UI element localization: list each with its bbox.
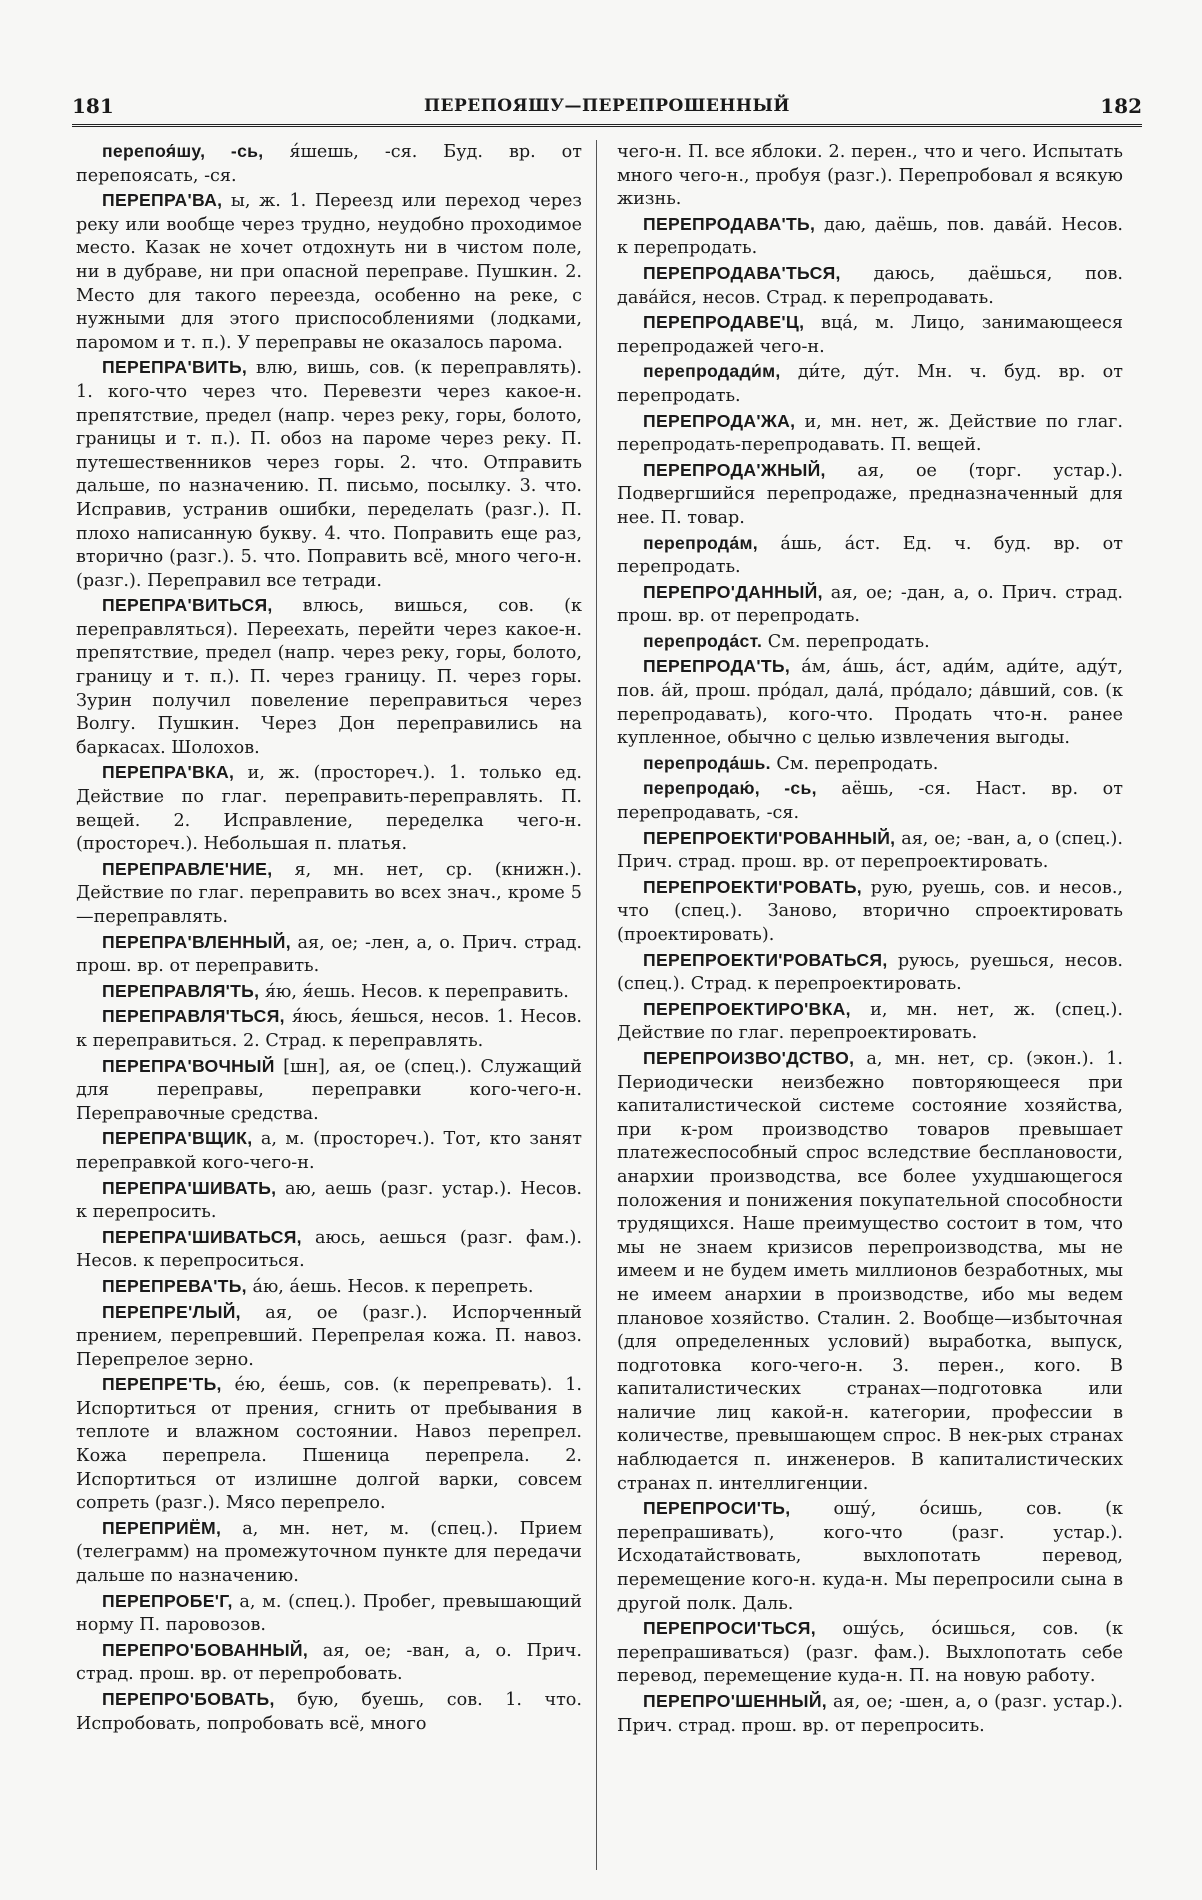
dictionary-entry (76, 858, 582, 930)
headword: ПЕРЕПРА'ШИВАТЬСЯ, (102, 1226, 302, 1247)
definition: даюсь, даёшься, пов. дава́йся, несов. Страд. к перепродавать. (617, 263, 1123, 308)
dictionary-entry (76, 594, 582, 760)
dictionary-entry (76, 980, 582, 1005)
dictionary-entry (617, 777, 1123, 825)
definition: а́ю, а́ешь. Несов. к перепреть. (252, 1276, 534, 1297)
dictionary-entry (617, 360, 1123, 408)
headword: ПЕРЕПРО'БОВАТЬ, (102, 1689, 275, 1709)
headword: ПЕРЕПРО'БОВАННЫЙ, (102, 1639, 309, 1660)
dictionary-entry (617, 140, 1123, 212)
definition: а́м, а́шь, а́ст, ади́м, ади́те, аду́т, пов. а́й, прош. про́дал, дала́, про́дало; да́вший, сов. (к перепродавать), кого-что. Продать что-н. ранее купленное, обычно с целью извлечения выгоды. (617, 657, 1124, 749)
definition: а, м. (простореч.). Тот, кто занят переправкой кого-чего-н. (76, 1129, 583, 1173)
definition: См. перепродать. (767, 631, 930, 652)
definition: аю, аешь (разг. устар.). Несов. к перепросить. (76, 1178, 582, 1223)
definition: а, м. (спец.). Пробег, превышающий норму П. паровозов. (76, 1591, 583, 1636)
headword: перепрода́ст. (643, 630, 763, 651)
dictionary-entry (76, 1517, 582, 1589)
headword: ПЕРЕПРЕ'ЛЫЙ, (102, 1301, 241, 1322)
definition: я, мн. нет, ср. (книжн.). Действие по глаг. переправить во всех знач., кроме 5—переправлять. (76, 859, 582, 927)
dictionary-entry (76, 1373, 582, 1516)
running-title: ПЕРЕПОЯШУ—ПЕРЕПРОШЕННЫЙ (424, 96, 790, 116)
definition: ди́те, ду́т. Мн. ч. буд. вр. от перепродать. (617, 362, 1123, 406)
dictionary-entry (76, 1005, 582, 1053)
dictionary-entry (76, 931, 582, 979)
headword: ПЕРЕПРОЕКТИ'РОВАННЫЙ, (643, 827, 896, 848)
headword: перепрода́шь. (643, 752, 771, 773)
column-divider (596, 140, 597, 1870)
dictionary-entry (76, 1055, 582, 1127)
headword: ПЕРЕПРОСИ'ТЬ, (643, 1498, 791, 1519)
headword: ПЕРЕПРА'ВИТЬ, (102, 357, 248, 378)
definition: ая, ое; -ван, а, о (спец.). Прич. страд. прош. вр. от перепроектировать. (617, 828, 1123, 873)
headword: ПЕРЕПРОЕКТИРО'ВКА, (643, 998, 851, 1019)
right-column (617, 140, 1123, 1739)
definition: влюсь, вишься, сов. (к переправляться). Переехать, перейти через какое-н. препятствие, предел (напр. через реку, горы, болото, границу и т. п.). П. через границу. П. через горы. Зурин получил повеление переправиться через Волгу. Пушкин. Через Дон переправились на баркасах. Шолохов. (76, 596, 582, 758)
header-rule (72, 124, 1142, 127)
dictionary-entry (617, 752, 1123, 777)
dictionary-entry (76, 1688, 582, 1736)
definition: а, мн. нет, ср. (экон.). 1. Периодически неизбежно повторяющееся при капиталистической системе состояние хозяйства, при к-ром производство товаров превышает платежеспособный спрос вследствие бесплановости, анархии производства, все более ухудшающегося положения и понижения покупательной способности трудящихся. Наше преимущество состоит в том, что мы не знаем кризисов перепроизводства, мы не имеем и не будем иметь миллионов безработных, мы не имеем анархии в производстве, ибо мы ведем плановое хозяйство. Сталин. 2. Вообще—избыточная (для определенных условий) выработка, выпуск, подготовка кого-чего-н. 3. перен., кого. В капиталистических странах—подготовка или наличие лиц какой-н. категории, профессии в количестве, превышающем спрос. В нек-рых странах наблюдается п. инженеров. В капиталистических странах п. интеллигенции. (617, 1048, 1124, 1494)
definition: ошу́, о́сишь, сов. (к перепрашивать), кого-что (разг. устар.). Исходатайствовать, выхлопотать перевод, перемещение кого-н. куда-н. Мы перепросили сына в другой полк. Даль. (617, 1499, 1123, 1614)
definition: аюсь, аешься (разг. фам.). Несов. к перепроситься. (76, 1227, 582, 1272)
definition: даю, даёшь, пов. дава́й. Несов. к перепродать. (617, 214, 1123, 259)
dictionary-entry (617, 459, 1123, 531)
dictionary-entry (76, 1275, 582, 1300)
definition: [шн], ая, ое (спец.). Служащий для переправы, переправки кого-чего-н. Переправочные средства. (76, 1056, 583, 1124)
headword: ПЕРЕПРОДА'ТЬ, (643, 656, 791, 677)
headword: ПЕРЕПРОЕКТИ'РОВАТЬСЯ, (643, 949, 888, 970)
dictionary-entry (617, 1690, 1123, 1738)
dictionary-entry (617, 655, 1123, 750)
left-column (76, 140, 582, 1737)
dictionary-entry (617, 532, 1123, 580)
definition: влю, вишь, сов. (к переправлять). 1. кого-что через что. Перевезти через какое-н. препятствие, предел (напр. через реку, горы, болото, границы и т. п.). П. обоз на пароме через реку. П. путешественников через горы. 2. что. Отправить дальше, по назначению. П. письмо, посылку. 3. что. Исправив, устранив ошибки, переделать (разг.). П. плохо написанную букву. 4. что. Поправить еще раз, вторично (разг.). 5. что. Поправить всё, много чего-н. (разг.). Переправил все тетради. (76, 358, 582, 591)
headword: ПЕРЕПРО'ДАННЫЙ, (643, 581, 823, 602)
dictionary-entry (617, 581, 1123, 629)
definition: и, ж. (простореч.). 1. только ед. Действие по глаг. переправить-переправлять. П. вещей. 2. Исправление, переделка чего-н. (простореч.). Небольшая п. платья. (76, 763, 582, 855)
definition: я́юсь, я́ешься, несов. 1. Несов. к переправиться. 2. Страд. к переправлять. (76, 1007, 583, 1051)
definition: ая, ое; -лен, а, о. Прич. страд. прош. вр. от переправить. (76, 932, 583, 977)
dictionary-entry (76, 1127, 582, 1175)
definition: чего-н. П. все яблоки. 2. перен., что и чего. Испытать много чего-н., пробуя (разг.). Перепробовал я всякую жизнь. (617, 142, 1123, 210)
definition: и, мн. нет, ж. Действие по глаг. перепродать-перепродавать. П. вещей. (617, 411, 1123, 456)
headword: перепродади́м, (643, 361, 781, 382)
headword: ПЕРЕПРОИЗВО'ДСТВО, (643, 1047, 855, 1068)
headword: перепоя́шу, -сь, (102, 141, 264, 161)
headword: перепродаю́, -сь, (643, 778, 817, 799)
headword: ПЕРЕПРА'ВЩИК, (102, 1128, 253, 1149)
dictionary-entry (617, 949, 1123, 997)
page-number-left: 181 (72, 94, 114, 118)
dictionary-entry (76, 1639, 582, 1687)
dictionary-entry (617, 1497, 1123, 1616)
definition: руюсь, руешься, несов. (спец.). Страд. к перепроектировать. (617, 950, 1123, 995)
headword: ПЕРЕПРОБЕ'Г, (102, 1590, 233, 1611)
headword: ПЕРЕПРОСИ'ТЬСЯ, (643, 1618, 816, 1639)
definition: ы, ж. 1. Переезд или переход через реку или вообще через трудно, неудобно проходимое место. Казак не хочет отдохнуть ни в чистом поле, ни в дубраве, ни при опасной переправе. Пушкин. 2. Место для такого переезда, особенно на реке, с нужными для этого приспособлениями (лодками, паромом и т. п.). У переправы не оказалось парома. (76, 191, 583, 353)
definition: е́ю, е́ешь, сов. (к перепревать). 1. Испортиться от прения, сгнить от пребывания в теплоте и влажном состоянии. Навоз перепрел. Кожа перепрела. Пшеница перепрела. 2. Испортиться от излишне долгой варки, совсем сопреть (разг.). Мясо перепрело. (76, 1375, 583, 1514)
dictionary-entry (76, 1226, 582, 1274)
headword: ПЕРЕПРОДАВА'ТЬ, (643, 213, 816, 234)
definition: ая, ое; -ван, а, о. Прич. страд. прош. вр. от перепробовать. (76, 1640, 582, 1685)
headword: ПЕРЕПРО'ШЕННЫЙ, (643, 1691, 827, 1711)
headword: ПЕРЕПРА'ВОЧНЫЙ (102, 1055, 275, 1076)
definition: аёшь, -ся. Наст. вр. от перепродавать, -ся. (617, 779, 1123, 824)
definition: а́шь, а́ст. Ед. ч. буд. вр. от перепродать. (617, 533, 1123, 578)
headword: ПЕРЕПРА'ВА, (102, 190, 223, 211)
definition: ошу́сь, о́сишься, сов. (к перепрашиваться) (разг. фам.). Выхлопотать себе перевод, перемещение куда-н. П. на новую работу. (617, 1619, 1124, 1687)
definition: рую, руешь, сов. и несов., что (спец.). Заново, вторично спроектировать (проектировать). (617, 877, 1123, 945)
headword: ПЕРЕПРА'ВЛЕННЫЙ, (102, 931, 291, 952)
headword: ПЕРЕПРАВЛЯ'ТЬ, (102, 980, 260, 1001)
definition: См. перепродать. (776, 753, 939, 774)
dictionary-entry (76, 140, 582, 188)
headword: перепрода́м, (643, 532, 758, 553)
dictionary-entry (617, 630, 1123, 655)
headword: ПЕРЕПРА'ВКА, (102, 762, 235, 783)
headword: ПЕРЕПРОДАВА'ТЬСЯ, (643, 262, 841, 283)
definition: а, мн. нет, м. (спец.). Прием (телеграмм) на промежуточном пункте для передачи дальше по назначению. (76, 1518, 583, 1587)
headword: ПЕРЕПРЕВА'ТЬ, (102, 1275, 247, 1296)
dictionary-entry (617, 410, 1123, 458)
definition: ая, ое; -дан, а, о. Прич. страд. прош. вр. от перепродать. (617, 582, 1124, 627)
headword: ПЕРЕПРОДА'ЖА, (643, 410, 796, 431)
headword: ПЕРЕПРОЕКТИ'РОВАТЬ, (643, 876, 862, 897)
page-number-right: 182 (1100, 94, 1142, 118)
definition: я́ю, я́ешь. Несов. к переправить. (264, 981, 569, 1002)
definition: ая, ое (разг.). Испорченный прением, перепревший. Перепрелая кожа. П. навоз. Перепрелое зерно. (76, 1302, 582, 1370)
definition: я́шешь, -ся. Буд. вр. от перепоясать, -ся. (76, 142, 582, 186)
definition: бую, буешь, сов. 1. что. Испробовать, попробовать всё, много (76, 1690, 582, 1734)
definition: и, мн. нет, ж. (спец.). Действие по глаг. перепроектировать. (617, 999, 1124, 1044)
headword: ПЕРЕПРАВЛЕ'НИЕ, (102, 858, 273, 879)
headword: ПЕРЕПРЕ'ТЬ, (102, 1374, 222, 1395)
dictionary-entry (617, 262, 1123, 310)
headword: ПЕРЕПРА'ВИТЬСЯ, (102, 595, 273, 616)
dictionary-entry (76, 1301, 582, 1373)
headword: ПЕРЕПРАВЛЯ'ТЬСЯ, (102, 1006, 285, 1027)
dictionary-entry (617, 876, 1123, 948)
dictionary-entry (76, 356, 582, 593)
page-header (72, 88, 1142, 124)
dictionary-entry (617, 311, 1123, 359)
headword: ПЕРЕПРОДАВЕ'Ц, (643, 312, 805, 333)
dictionary-entry (617, 213, 1123, 261)
dictionary-entry (76, 189, 582, 355)
dictionary-entry (617, 1617, 1123, 1689)
dictionary-entry (617, 827, 1123, 875)
dictionary-entry (617, 998, 1123, 1046)
definition: ая, ое; -шен, а, о (разг. устар.). Прич. страд. прош. вр. от перепросить. (617, 1692, 1124, 1736)
definition: вца́, м. Лицо, занимающееся перепродажей чего-н. (617, 313, 1123, 357)
headword: ПЕРЕПРОДА'ЖНЫЙ, (643, 459, 826, 480)
dictionary-entry (617, 1047, 1123, 1496)
dictionary-entry (76, 1590, 582, 1638)
dictionary-entry (76, 1177, 582, 1225)
definition: ая, ое (торг. устар.). Подвергшийся перепродаже, предназначенный для нее. П. товар. (617, 460, 1123, 528)
headword: ПЕРЕПРИЁМ, (102, 1517, 222, 1538)
headword: ПЕРЕПРА'ШИВАТЬ, (102, 1177, 277, 1198)
dictionary-entry (76, 761, 582, 856)
